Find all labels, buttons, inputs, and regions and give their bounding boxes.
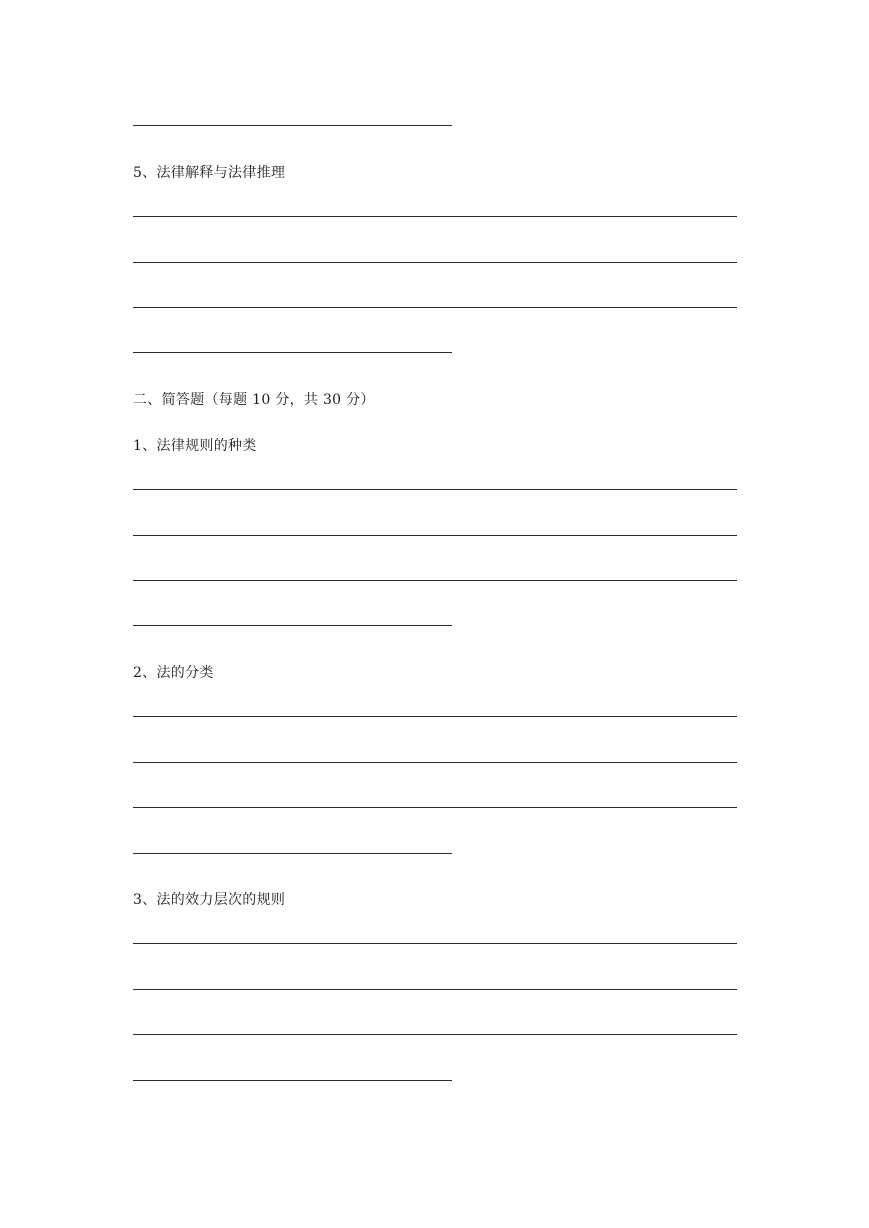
- answer-line: [133, 489, 737, 490]
- answer-line: [133, 307, 737, 308]
- answer-line: [133, 716, 737, 717]
- question-title: 1、法律规则的种类: [133, 438, 257, 454]
- answer-line: [133, 125, 452, 126]
- answer-line: [133, 625, 452, 626]
- answer-line: [133, 853, 452, 854]
- question-title: 5、法律解释与法律推理: [133, 165, 286, 181]
- question-title: 3、法的效力层次的规则: [133, 892, 286, 908]
- answer-line: [133, 352, 452, 353]
- answer-line: [133, 807, 737, 808]
- answer-line: [133, 216, 737, 217]
- section-heading: 二、简答题（每题 10 分，共 30 分）: [133, 392, 375, 408]
- answer-line: [133, 1034, 737, 1035]
- answer-line: [133, 262, 737, 263]
- answer-line: [133, 943, 737, 944]
- answer-line: [133, 580, 737, 581]
- question-title: 2、法的分类: [133, 665, 214, 681]
- answer-line: [133, 535, 737, 536]
- answer-line: [133, 762, 737, 763]
- answer-line: [133, 989, 737, 990]
- answer-line: [133, 1080, 452, 1081]
